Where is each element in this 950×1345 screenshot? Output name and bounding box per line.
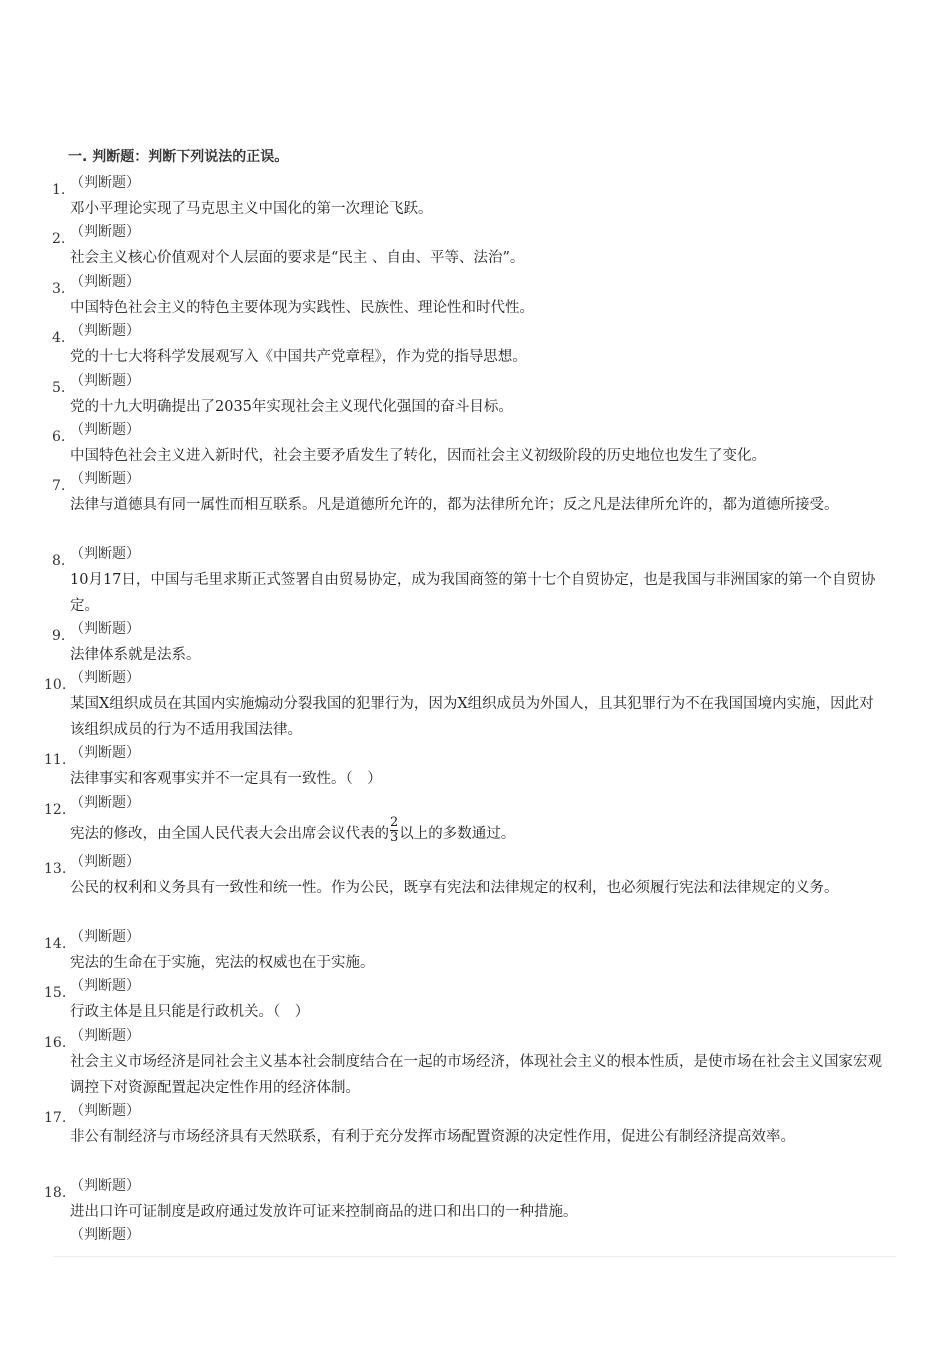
question-text: 法律体系就是法系。 [70,647,201,663]
question-text: 社会主义核心价值观对个人层面的要求是“民主 、自由、平等、法治”。 [70,250,525,266]
question-number: 17. [44,1110,67,1126]
question-type: （判断题） [70,1103,140,1119]
question-text: 法律与道德具有同一属性而相互联系。凡是道德所允许的，都为法律所允许；反之凡是法律所允许的，都为道德所接受。 [70,497,839,513]
question-type: （判断题） [70,1178,140,1194]
question-type: （判断题） [70,978,140,994]
divider [54,1256,896,1257]
question-text [70,812,882,856]
fraction-numerator: 2 [390,814,399,830]
question-type: （判断题） [70,224,140,240]
question-type: （判断题） [70,175,140,191]
fraction [390,816,398,845]
question-text: 中国特色社会主义的特色主要体现为实践性、民族性、理论性和时代性。 [70,300,534,316]
question-text: 中国特色社会主义进入新时代，社会主要矛盾发生了转化，因而社会主义初级阶段的历史地位也发生了变化。 [70,448,766,464]
question-type: （判断题） [70,1028,140,1044]
question-number: 6. [52,429,66,445]
question-type: （判断题） [70,546,140,562]
fraction-denominator: 3 [390,829,399,845]
question-type: （判断题） [70,621,140,637]
question-type: （判断题） [70,373,140,389]
question-type: （判断题） [70,422,140,438]
question-type: （判断题） [70,795,140,811]
question-text: 非公有制经济与市场经济具有天然联系，有利于充分发挥市场配置资源的决定性作用，促进公有制经济提高效率。 [70,1129,795,1145]
question-text: 宪法的生命在于实施，宪法的权威也在于实施。 [70,955,375,971]
question-text: 行政主体是且只能是行政机关。（ ） [70,1004,310,1020]
question-number: 8. [52,553,66,569]
question-type: （判断题） [70,274,140,290]
question-number: 12. [44,802,67,818]
question-number: 18. [44,1185,67,1201]
question-number: 16. [44,1035,67,1051]
question-type: （判断题） [70,929,140,945]
question-number: 11. [44,752,67,768]
question-number: 9. [52,628,66,644]
question-type: （判断题） [70,471,140,487]
question-text: 邓小平理论实现了马克思主义中国化的第一次理论飞跃。 [70,201,433,217]
question-number: 13. [44,861,67,877]
question-text: 进出口许可证制度是政府通过发放许可证来控制商品的进口和出口的一种措施。 [70,1204,578,1220]
section-title: 一. 判断题：判断下列说法的正误。 [68,149,289,165]
question-text: 法律事实和客观事实并不一定具有一致性。（ ） [70,771,382,787]
question-number: 2. [52,231,66,247]
question-number: 3. [52,281,66,297]
question-text-before: 宪法的修改，由全国人民代表大会出席会议代表的 [70,826,389,842]
question-number: 14. [44,936,67,952]
question-number: 1. [52,182,66,198]
question-text: 公民的权利和义务具有一致性和统一性。作为公民，既享有宪法和法律规定的权利，也必须履行宪法和法律规定的义务。 [70,880,839,896]
question-number: 15. [44,985,67,1001]
question-text: 某国X组织成员在其国内实施煽动分裂我国的犯罪行为，因为X组织成员为外国人，且其犯罪行为不在我国国境内实施，因此对该组织成员的行为不适用我国法律。 [70,696,874,738]
question-text: 党的十九大明确提出了2035年实现社会主义现代化强国的奋斗目标。 [70,399,513,415]
question-number: 5. [52,380,66,396]
question-type: （判断题） [70,323,140,339]
question-text: 社会主义市场经济是同社会主义基本社会制度结合在一起的市场经济，体现社会主义的根本性质，是使市场在社会主义国家宏观调控下对资源配置起决定性作用的经济体制。 [70,1054,882,1096]
question-number: 10. [44,677,67,693]
question-type: （判断题） [70,854,140,870]
question-text-after: 以上的多数通过。 [399,826,516,842]
question-type: （判断题） [70,745,140,761]
question-type: （判断题） [70,670,140,686]
question-text: 10月17日，中国与毛里求斯正式签署自由贸易协定，成为我国商签的第十七个自贸协定，也是我国与非洲国家的第一个自贸协定。 [70,572,876,614]
trailing-question-type: （判断题） [70,1227,140,1243]
question-number: 4. [52,330,66,346]
question-text: 党的十七大将科学发展观写入《中国共产党章程》，作为党的指导思想。 [70,349,527,365]
question-number: 7. [52,478,66,494]
